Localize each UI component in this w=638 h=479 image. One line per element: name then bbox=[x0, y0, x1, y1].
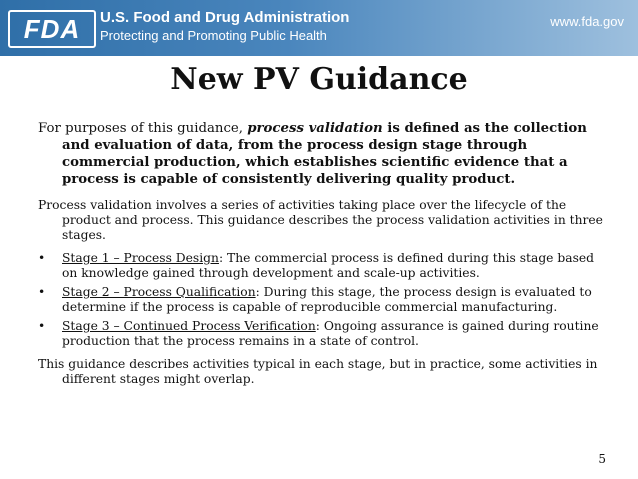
bullet-marker: • bbox=[38, 251, 46, 265]
stage-list bbox=[38, 251, 608, 349]
page-number: 5 bbox=[598, 452, 606, 466]
website-url[interactable]: www.fda.gov bbox=[550, 14, 624, 29]
definition-body: is defined as the collection and evaluation of data, from the process design stage through commercial production, which establishes scientific evidence that a process is capable of consistently delivering quality product. bbox=[62, 121, 587, 187]
intro-paragraph: Process validation involves a series of activities taking place over the lifecycle of the product and process. This guidance describes the process validation activities in three stages. bbox=[38, 198, 603, 242]
agency-tagline: Protecting and Promoting Public Health bbox=[100, 28, 327, 43]
stage-item bbox=[38, 319, 608, 349]
fda-logo: FDA bbox=[8, 10, 96, 48]
stage-description: : Ongoing assurance is gained during routine production that the process remains in a state of control. bbox=[62, 319, 599, 348]
stage-item bbox=[38, 285, 608, 315]
definition-paragraph bbox=[38, 120, 608, 188]
stage-description: : During this stage, the process design is evaluated to determine if the process is capable of reproducible commercial manufacturing. bbox=[62, 285, 592, 314]
stage-name: Stage 2 – Process Qualification bbox=[62, 285, 256, 299]
stage-description: : The commercial process is defined during this stage based on knowledge gained through development and scale-up activities. bbox=[62, 251, 595, 280]
stage-name: Stage 1 – Process Design bbox=[62, 251, 219, 265]
stage-name: Stage 3 – Continued Process Verification bbox=[62, 319, 316, 333]
definition-prefix: For purposes of this guidance, bbox=[38, 121, 248, 136]
slide-body bbox=[38, 120, 608, 395]
definition-term: process validation bbox=[247, 121, 383, 136]
bullet-marker: • bbox=[38, 319, 46, 333]
fda-header-banner bbox=[0, 0, 638, 56]
agency-name: U.S. Food and Drug Administration bbox=[100, 9, 350, 26]
bullet-marker: • bbox=[38, 285, 46, 299]
closing-paragraph: This guidance describes activities typical in each stage, but in practice, some activities in different stages might overlap. bbox=[38, 357, 598, 386]
stage-item bbox=[38, 251, 608, 281]
slide-title: New PV Guidance bbox=[170, 62, 468, 97]
